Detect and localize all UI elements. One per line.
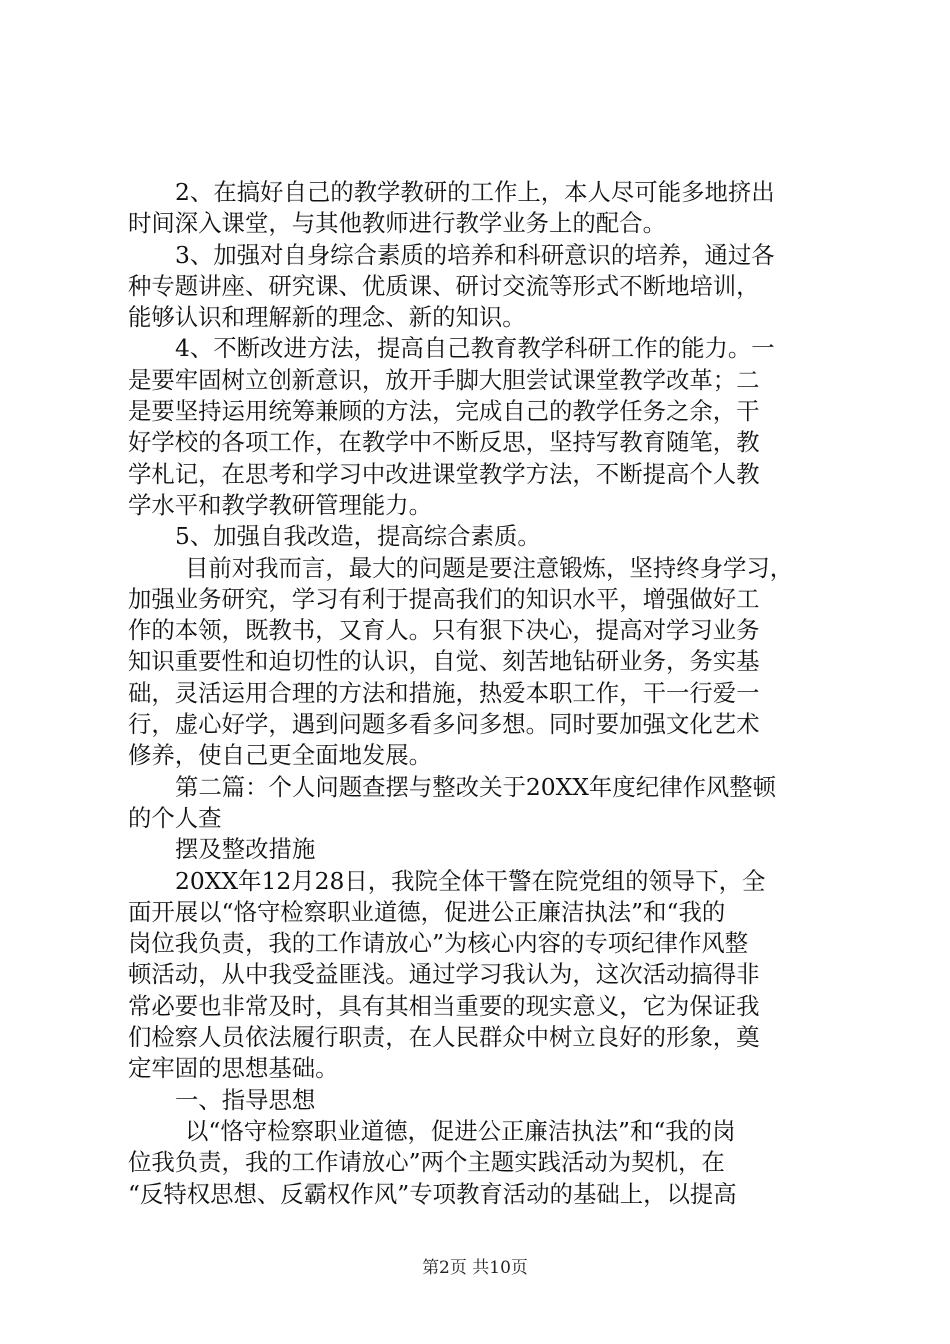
text-line: 行，虚心好学，遇到问题多看多问多想。同时要加强文化艺术 <box>128 710 760 739</box>
text-line: 能够认识和理解新的理念、新的知识。 <box>128 303 526 332</box>
section-heading: 摆及整改措施 <box>175 835 316 864</box>
page-footer: 第2页 共10页 <box>422 1258 528 1278</box>
body-text <box>128 177 828 1210</box>
text-line: 定牢固的思想基础。 <box>128 1054 339 1083</box>
text-line: 20XX年12月28日，我院全体干警在院党组的领导下，全 <box>175 866 766 895</box>
text-line: 岗位我负责，我的工作请放心”为核心内容的专项纪律作风整 <box>128 929 749 958</box>
text-line: 面开展以“恪守检察职业道德，促进公正廉洁执法”和“我的 <box>128 897 726 926</box>
subheading: 一、指导思想 <box>175 1085 316 1114</box>
section-heading: 的个人查 <box>128 803 222 832</box>
text-line: 顿活动，从中我受益匪浅。通过学习我认为，这次活动搞得非 <box>128 960 760 989</box>
text-line: 础，灵活运用合理的方法和措施，热爱本职工作，干一行爱一 <box>128 678 760 707</box>
text-line: 们检察人员依法履行职责，在人民群众中树立良好的形象，奠 <box>128 1023 760 1052</box>
text-line: 2、在搞好自己的教学教研的工作上，本人尽可能多地挤出 <box>175 178 775 206</box>
text-line: 常必要也非常及时，具有其相当重要的现实意义，它为保证我 <box>128 991 760 1020</box>
text-line: 作的本领，既教书，又育人。只有狠下决心，提高对学习业务 <box>128 616 760 645</box>
text-line: 位我负责，我的工作请放心”两个主题实践活动为契机，在 <box>128 1148 725 1177</box>
text-line: 修养，使自己更全面地发展。 <box>128 741 433 770</box>
text-line: 学水平和教学教研管理能力。 <box>128 490 433 519</box>
text-line: 是要坚持运用统筹兼顾的方法，完成自己的教学任务之余，干 <box>128 397 760 426</box>
text-line: 知识重要性和迫切性的认识，自觉、刻苦地钻研业务，务实基 <box>128 647 760 676</box>
text-line: 以“恪守检察职业道德，促进公正廉洁执法”和“我的岗 <box>185 1116 736 1145</box>
text-line: 目前对我而言，最大的问题是要注意锻炼，坚持终身学习， <box>185 553 794 582</box>
text-line: 3、加强对自身综合素质的培养和科研意识的培养，通过各 <box>175 240 775 269</box>
text-line: 5、加强自我改造，提高综合素质。 <box>175 522 541 551</box>
text-line: 是要牢固树立创新意识，放开手脚大胆尝试课堂教学改革；二 <box>128 365 760 394</box>
text-line: 时间深入课堂，与其他教师进行教学业务上的配合。 <box>128 209 666 238</box>
text-line: 学札记，在思考和学习中改进课堂教学方法，不断提高个人教 <box>128 459 760 488</box>
section-heading: 第二篇：个人问题查摆与整改关于20XX年度纪律作风整顿 <box>175 772 777 801</box>
text-line: 4、不断改进方法，提高自己教育教学科研工作的能力。一 <box>175 334 775 363</box>
text-line: 加强业务研究，学习有利于提高我们的知识水平，增强做好工 <box>128 584 760 613</box>
text-line: 好学校的各项工作，在教学中不断反思，坚持写教育随笔，教 <box>128 428 760 457</box>
text-line: “反特权思想、反霸权作风”专项教育活动的基础上，以提高 <box>128 1179 737 1208</box>
text-line: 种专题讲座、研究课、优质课、研讨交流等形式不断地培训， <box>128 271 760 300</box>
